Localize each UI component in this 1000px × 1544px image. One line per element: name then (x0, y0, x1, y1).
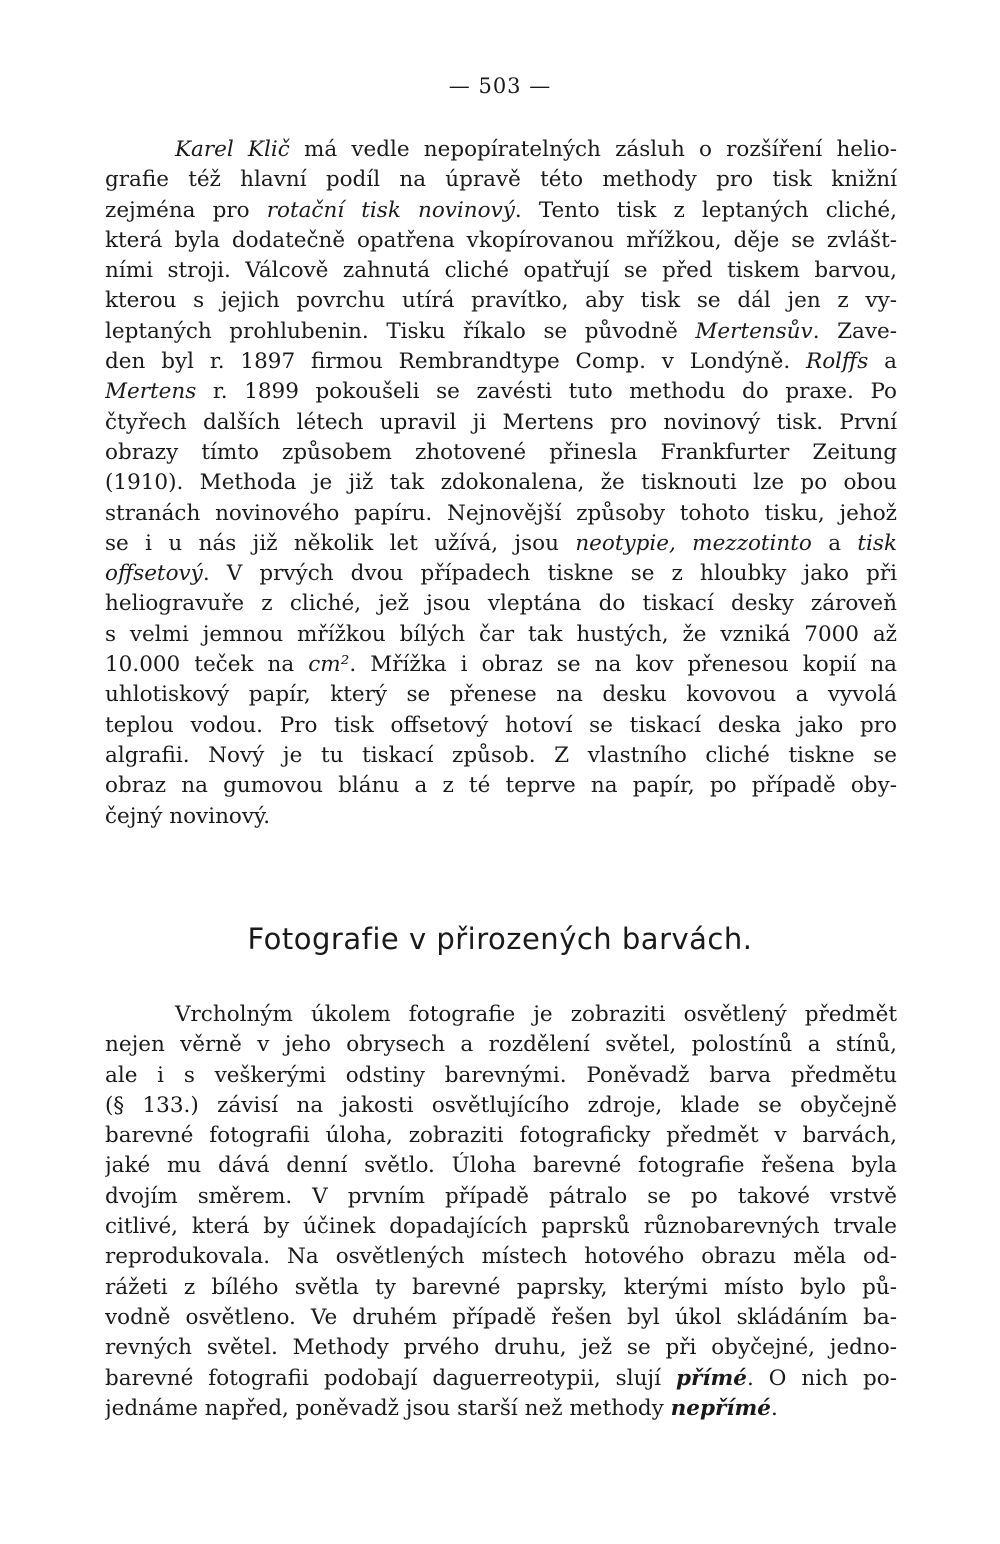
text-line (105, 589, 897, 619)
emphasized-text: Rolffs (806, 349, 869, 375)
text-segment: den byl r. 1897 firmou Rembrandtype Comp. v Londýně. (105, 349, 807, 375)
text-segment: citlivé, která by účinek dopadajících paprsků různobarevných trvale (105, 1214, 897, 1240)
text-segment: nejen věrně v jeho obrysech a rozdělení světel, polostínů a stínů, (105, 1032, 897, 1058)
text-segment: stranách novinového papíru. Nejnovější způsoby tohoto tisku, jehož (105, 500, 897, 526)
text-segment: heliogravuře z cliché, jež jsou vleptána do tiskací desky zároveň (105, 591, 897, 617)
text-segment: vodně osvětleno. Ve druhém případě řešen byl úkol skládáním ba- (105, 1304, 897, 1330)
text-segment: zejména pro (105, 197, 267, 223)
text-segment: . O nich po- (746, 1365, 897, 1391)
text-segment: (§ 133.) závisí na jakosti osvětlujícího zdroje, klade se obyčejně (105, 1092, 897, 1118)
text-segment: grafie též hlavní podíl na úpravě této methody pro tisk knižní (105, 167, 897, 193)
text-segment: leptaných prohlubenin. Tisku říkalo se původně (105, 318, 696, 344)
text-line (105, 408, 897, 438)
text-segment: 10.000 teček na (105, 652, 309, 678)
emphasized-text: neotypie, mezzotinto (575, 530, 812, 556)
text-segment: jednáme napřed, poněvadž jsou starší než methody (105, 1395, 671, 1421)
text-segment: r. 1899 pokoušeli se zavésti tuto methodu do praxe. Po (196, 379, 897, 405)
text-line (105, 468, 897, 498)
text-line (105, 1091, 897, 1121)
text-line (105, 650, 897, 680)
text-segment: reprodukovala. Na osvětlených místech hotového obrazu měla od- (105, 1244, 897, 1270)
section-heading: Fotografie v přirozených barvách. (247, 922, 753, 956)
text-line (105, 135, 897, 165)
text-segment: algrafii. Nový je tu tiskací způsob. Z vlastního cliché tiskne se (105, 742, 897, 768)
text-line (105, 1364, 897, 1394)
text-line (105, 438, 897, 468)
text-line (105, 377, 897, 407)
text-line (105, 499, 897, 529)
text-line (105, 1151, 897, 1181)
text-line (105, 1121, 897, 1151)
text-line (105, 347, 897, 377)
text-line (105, 1030, 897, 1060)
text-segment: teplou vodou. Pro tisk offsetový hotoví se tiskací deska jako pro (105, 712, 897, 738)
text-line (105, 317, 897, 347)
emphasized-text: přímé (675, 1365, 747, 1391)
text-segment: revných světel. Methody prvého druhu, jež se při obyčejné, jedno- (105, 1335, 897, 1361)
emphasized-text: Mertensův (695, 318, 813, 344)
emphasized-text: nepřímé (670, 1395, 771, 1421)
text-line (105, 1061, 897, 1091)
text-segment: s velmi jemnou mřížkou bílých čar tak hustých, že vzniká 7000 až (105, 621, 897, 647)
text-line (105, 1273, 897, 1303)
text-segment: Vrcholným úkolem fotografie je zobraziti osvětlený předmět (175, 1002, 897, 1027)
text-segment: má vedle nepopíratelných zásluh o rozšíření helio- (289, 137, 897, 162)
text-segment: . Tento tisk z leptaných cliché, (514, 197, 897, 223)
text-segment: rážeti z bílého světla ty barevné paprsky, kterými místo bylo pů- (105, 1274, 897, 1300)
text-line (105, 802, 897, 832)
text-line (105, 711, 897, 741)
text-line (105, 226, 897, 256)
text-segment: dvojím směrem. V prvním případě pátralo se po takové vrstvě (105, 1183, 897, 1209)
text-segment: čtyřech dalších létech upravil ji Mertens pro novinový tisk. První (105, 409, 897, 435)
text-segment: . (770, 1395, 778, 1421)
text-line (105, 1394, 897, 1424)
text-line (105, 1182, 897, 1212)
text-line (105, 1212, 897, 1242)
text-line (105, 529, 897, 559)
page-number: — 503 — (448, 74, 552, 98)
text-line (105, 771, 897, 801)
text-segment: která byla dodatečně opatřena vkopírovanou mřížkou, děje se zvlášt- (105, 227, 897, 253)
text-segment: . V prvých dvou případech tiskne se z hloubky jako při (202, 561, 897, 587)
text-line (105, 1000, 897, 1030)
text-line (105, 1333, 897, 1363)
text-line (105, 165, 897, 195)
text-segment: čejný novinový. (105, 803, 271, 829)
text-line (105, 256, 897, 286)
text-segment: ními stroji. Válcově zahnutá cliché opatřují se před tiskem barvou, (105, 258, 897, 284)
text-line (105, 741, 897, 771)
text-line (105, 1242, 897, 1272)
text-segment: kterou s jejich povrchu utírá pravítko, aby tisk se dál jen z vy- (105, 288, 897, 314)
emphasized-text: rotační tisk novinový (266, 197, 515, 223)
paragraph-color-photography (105, 1000, 897, 1424)
text-line (105, 1303, 897, 1333)
emphasized-text: tisk (857, 530, 897, 556)
text-segment: . Zave- (812, 318, 897, 344)
text-segment: obrazy tímto způsobem zhotovené přinesla Frankfurter Zeitung (105, 439, 897, 465)
emphasized-text: Mertens (105, 379, 197, 405)
emphasized-text: cm² (308, 652, 350, 678)
text-line (105, 680, 897, 710)
text-segment: se i u nás již několik let užívá, jsou (105, 530, 576, 556)
text-segment: uhlotiskový papír, který se přenese na desku kovovou a vyvolá (105, 682, 897, 708)
text-segment: a (811, 530, 858, 556)
text-line (105, 559, 897, 589)
text-line (105, 620, 897, 650)
text-segment: . Mřížka i obraz se na kov přenesou kopií na (349, 652, 897, 678)
text-segment: obraz na gumovou blánu a z té teprve na papír, po případě oby- (105, 773, 897, 799)
emphasized-text: offsetový (105, 561, 203, 587)
text-line (105, 196, 897, 226)
text-segment: a (868, 349, 897, 375)
text-segment: ale i s veškerými odstiny barevnými. Poněvadž barva předmětu (105, 1062, 897, 1088)
paragraph-rotary-print (105, 135, 897, 832)
text-line (105, 286, 897, 316)
text-segment: jaké mu dává denní světlo. Úloha barevné fotografie řešena byla (105, 1153, 897, 1179)
text-segment: barevné fotografii úloha, zobraziti fotograficky předmět v barvách, (105, 1123, 897, 1149)
emphasized-text: Karel Klič (175, 137, 290, 162)
text-segment: (1910). Methoda je již tak zdokonalena, že tisknouti lze po obou (105, 470, 897, 496)
text-segment: barevné fotografii podobají daguerreotypii, slují (105, 1365, 676, 1391)
